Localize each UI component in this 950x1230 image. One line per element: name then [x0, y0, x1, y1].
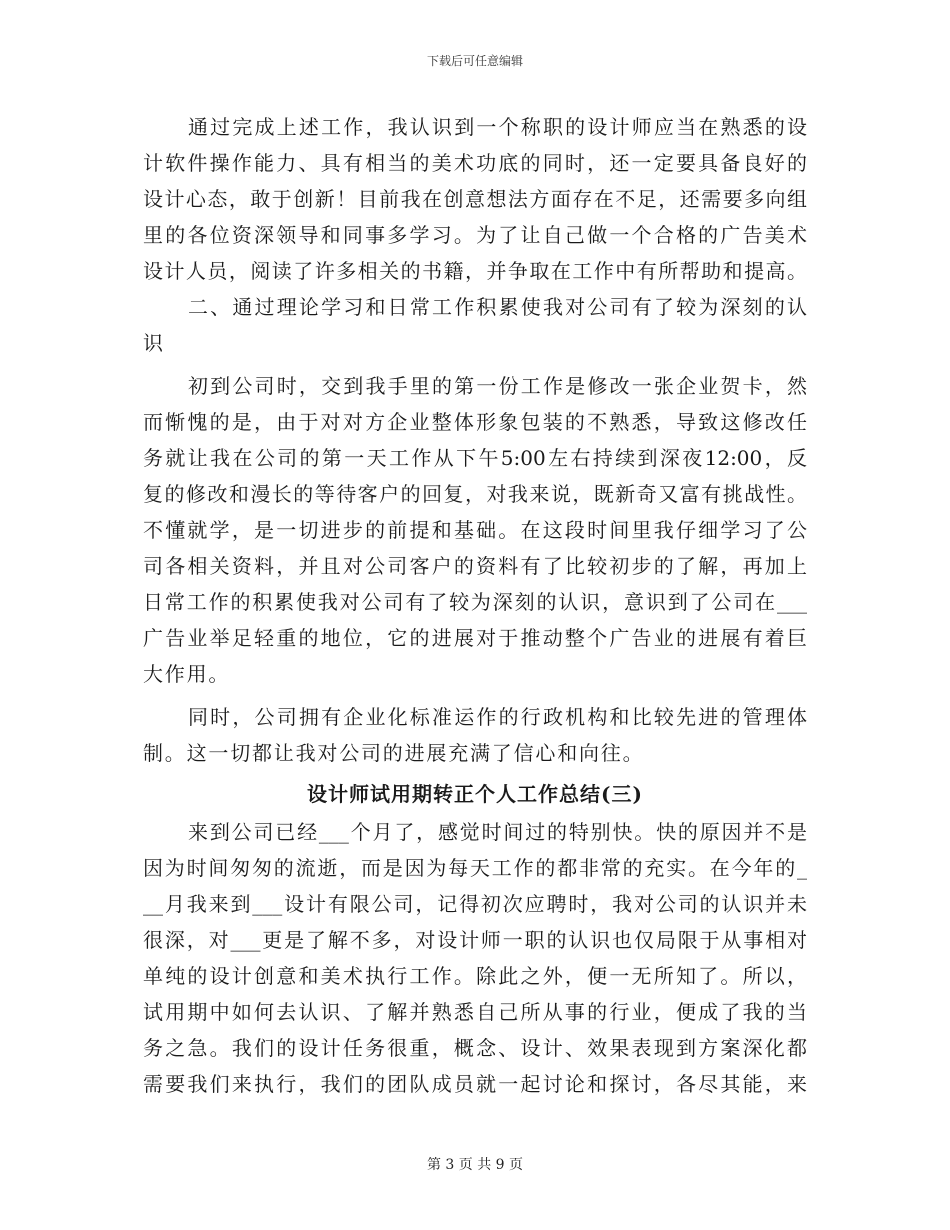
paragraph-line: 单纯的设计创意和美术执行工作。除此之外，便一无所知了。所以，	[143, 964, 807, 988]
paragraph-line: 试用期中如何去认识、了解并熟悉自己所从事的行业，便成了我的当	[143, 1000, 807, 1024]
paragraph-line: 而惭愧的是，由于对对方企业整体形象包装的不熟悉，导致这修改任	[143, 410, 807, 434]
paragraph-line: 务之急。我们的设计任务很重，概念、设计、效果表现到方案深化都	[143, 1036, 807, 1060]
paragraph-line: 因为时间匆匆的流逝，而是因为每天工作的都非常的充实。在今年的_	[143, 856, 807, 880]
paragraph-line: 初到公司时，交到我手里的第一份工作是修改一张企业贺卡，然	[188, 374, 807, 398]
page-number-footer: 第 3 页 共 9 页	[426, 1157, 524, 1173]
paragraph-line: 制。这一切都让我对公司的进展充满了信心和向往。	[143, 741, 645, 765]
paragraph-line: 计软件操作能力、具有相当的美术功底的同时，还一定要具备良好的	[143, 151, 807, 175]
section-heading-line: 识	[143, 331, 165, 355]
section-heading-line: 二、通过理论学习和日常工作积累使我对公司有了较为深刻的认	[188, 295, 807, 319]
paragraph-line: 大作用。	[143, 662, 231, 686]
paragraph-line: __月我来到___设计有限公司，记得初次应聘时，我对公司的认识并未	[143, 892, 807, 916]
section-title: 设计师试用期转正个人工作总结(三)	[307, 782, 643, 806]
page-header-note: 下载后可任意编辑	[426, 54, 523, 68]
paragraph-line: 需要我们来执行，我们的团队成员就一起讨论和探讨，各尽其能，来	[143, 1072, 807, 1096]
paragraph-line: 复的修改和漫长的等待客户的回复，对我来说，既新奇又富有挑战性。	[143, 482, 807, 506]
paragraph-line: 不懂就学，是一切进步的前提和基础。在这段时间里我仔细学习了公	[143, 518, 807, 542]
paragraph-line: 通过完成上述工作，我认识到一个称职的设计师应当在熟悉的设	[188, 115, 807, 139]
paragraph-line: 广告业举足轻重的地位，它的进展对于推动整个广告业的进展有着巨	[143, 626, 807, 650]
paragraph-line: 日常工作的积累使我对公司有了较为深刻的认识，意识到了公司在___	[143, 590, 807, 614]
paragraph-line: 设计人员，阅读了许多相关的书籍，并争取在工作中有所帮助和提高。	[143, 259, 807, 283]
paragraph-line: 司各相关资料，并且对公司客户的资料有了比较初步的了解，再加上	[143, 554, 807, 578]
paragraph-line: 来到公司已经___个月了，感觉时间过的特别快。快的原因并不是	[188, 820, 807, 844]
paragraph-line: 同时，公司拥有企业化标准运作的行政机构和比较先进的管理体	[188, 705, 807, 729]
paragraph-line: 务就让我在公司的第一天工作从下午5:00左右持续到深夜12:00，反	[143, 446, 807, 470]
paragraph-line: 里的各位资深领导和同事多学习。为了让自己做一个合格的广告美术	[143, 223, 807, 247]
paragraph-line: 设计心态，敢于创新！目前我在创意想法方面存在不足，还需要多向组	[143, 187, 807, 211]
paragraph-line: 很深，对___更是了解不多，对设计师一职的认识也仅局限于从事相对	[143, 928, 807, 952]
